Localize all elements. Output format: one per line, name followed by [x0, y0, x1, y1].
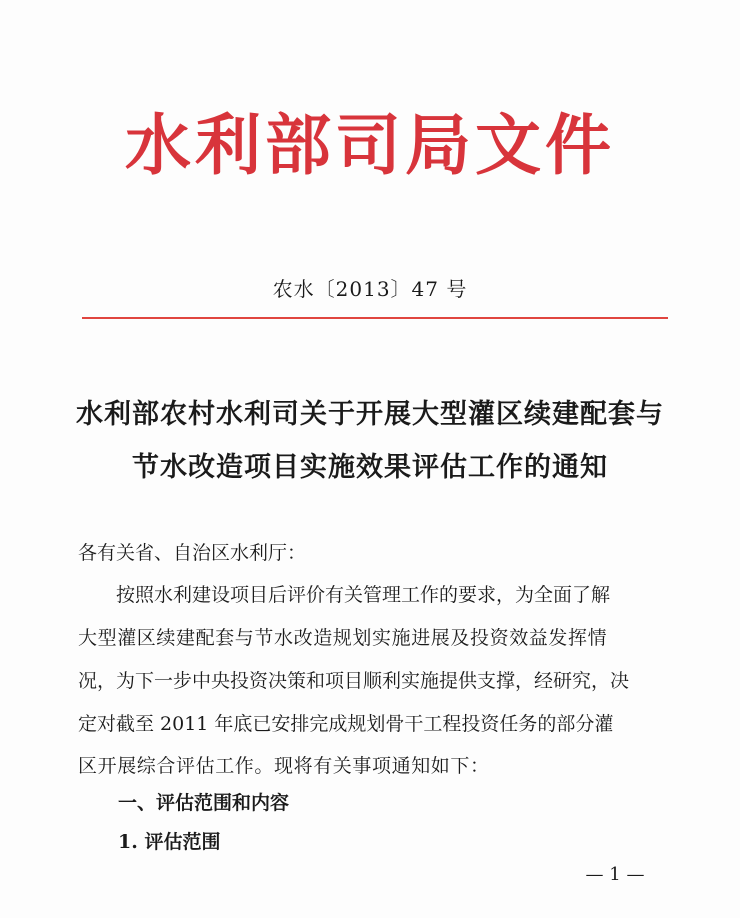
- subsection-heading: 1. 评估范围: [118, 831, 221, 853]
- body-line: 定对截至 2011 年底已安排完成规划骨干工程投资任务的部分灌: [78, 713, 614, 735]
- body-line: 按照水利建设项目后评价有关管理工作的要求，为全面了解: [116, 584, 611, 606]
- body-line: 区开展综合评估工作。现将有关事项通知如下：: [78, 755, 490, 777]
- page-number: — 1 —: [585, 864, 645, 885]
- document-header: 水利部司局文件: [125, 106, 615, 184]
- section-heading: 一、评估范围和内容: [118, 792, 290, 814]
- document-number: 农水〔2013〕47 号: [272, 277, 468, 301]
- salutation: 各有关省、自治区水利厅：: [78, 542, 307, 564]
- body-line: 大型灌区续建配套与节水改造规划实施进展及投资效益发挥情: [78, 627, 608, 649]
- document-title-line-1: 水利部农村水利司关于开展大型灌区续建配套与: [76, 399, 664, 430]
- document-title-line-2: 节水改造项目实施效果评估工作的通知: [132, 452, 608, 483]
- body-line: 况，为下一步中央投资决策和项目顺利实施提供支撑，经研究，决: [78, 670, 630, 692]
- red-divider-line: [82, 317, 668, 319]
